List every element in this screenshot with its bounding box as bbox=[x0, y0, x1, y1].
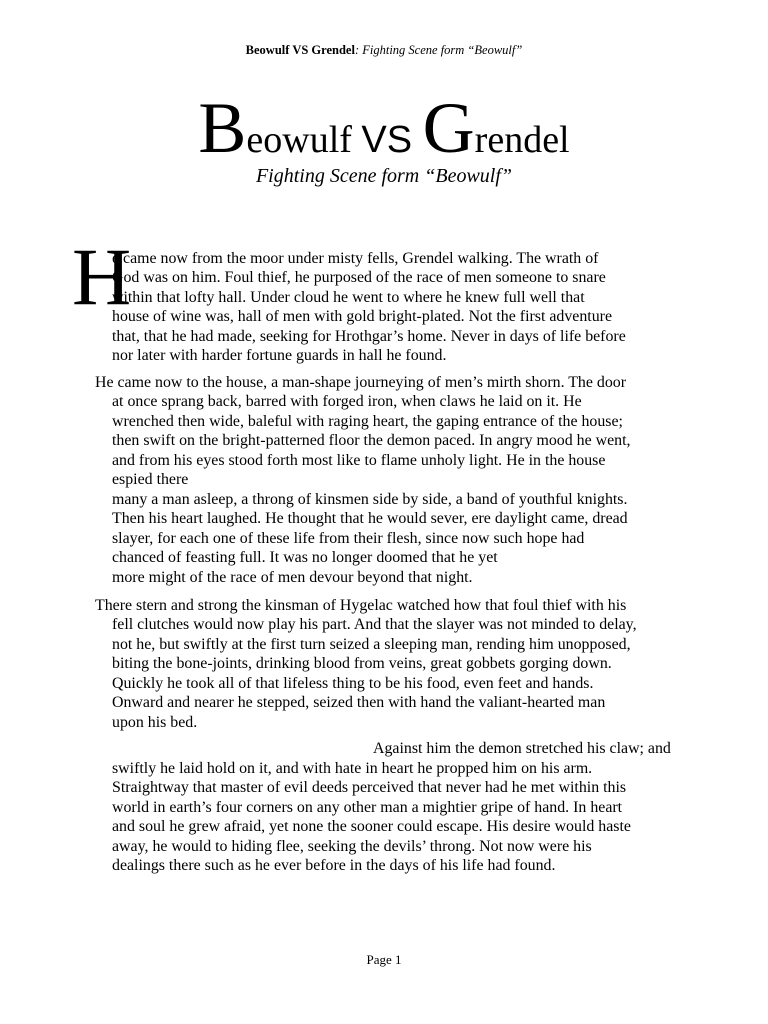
paragraph-4-line: Against him the demon stretched his claw; and bbox=[373, 740, 671, 757]
title-initial-g: G bbox=[422, 88, 475, 168]
page-subtitle: Fighting Scene form “Beowulf” bbox=[255, 165, 513, 187]
title-part-2: rendel bbox=[474, 119, 570, 161]
paragraph-1-line: within that lofty hall. Under cloud he went to where he knew full well that bbox=[112, 289, 585, 306]
paragraph-2-line: slayer, for each one of these life from their flesh, since now such hope had bbox=[112, 530, 585, 547]
paragraph-1-line: that, that he had made, seeking for Hrothgar’s home. Never in days of life before bbox=[112, 328, 626, 345]
paragraph-1-line: e came now from the moor under misty fells, Grendel walking. The wrath of bbox=[112, 250, 599, 267]
paragraph-2-line: then swift on the bright-patterned floor the demon paced. In angry mood he went, bbox=[112, 432, 631, 449]
paragraph-1-line: God was on him. Foul thief, he purposed of the race of men someone to snare bbox=[112, 269, 606, 286]
paragraph-2-line: more might of the race of men devour beyond that night. bbox=[112, 569, 473, 586]
paragraph-3-line: upon his bed. bbox=[112, 714, 198, 731]
running-header bbox=[0, 42, 768, 58]
title-initial-b: B bbox=[198, 88, 247, 168]
paragraph-3-line: not he, but swiftly at the first turn seized a sleeping man, rending him unopposed, bbox=[112, 636, 631, 653]
paragraph-2-line: many a man asleep, a throng of kinsmen side by side, a band of youthful knights. bbox=[112, 491, 628, 508]
title-part-1: eowulf bbox=[246, 119, 362, 161]
page-number: Page 1 bbox=[366, 952, 402, 967]
paragraph-4-line: Straightway that master of evil deeds perceived that never had he met within this bbox=[112, 779, 627, 796]
paragraph-2-line: wrenched then wide, baleful with raging heart, the gaping entrance of the house; bbox=[112, 413, 623, 430]
paragraph-2-line: chanced of feasting full. It was no longer doomed that he yet bbox=[112, 549, 498, 566]
paragraph-4-line: world in earth’s four corners on any other man a mightier gripe of hand. In heart bbox=[112, 799, 623, 816]
title-vs: VS bbox=[361, 119, 423, 161]
paragraph-1-line: nor later with harder fortune guards in hall he found. bbox=[112, 347, 447, 364]
paragraph-4-line: dealings there such as he ever before in the days of his life had found. bbox=[112, 857, 556, 874]
paragraph-2-line: He came now to the house, a man-shape journeying of men’s mirth shorn. The door bbox=[95, 374, 627, 391]
paragraph-2-line: Then his heart laughed. He thought that he would sever, ere daylight came, dread bbox=[112, 510, 628, 527]
paragraph-3-line: biting the bone-joints, drinking blood from veins, great gobbets gorging down. bbox=[112, 655, 612, 672]
paragraph-4-line: and soul he grew afraid, yet none the sooner could escape. His desire would haste bbox=[112, 818, 631, 835]
paragraph-2-line: and from his eyes stood forth most like to flame unholy light. He in the house bbox=[112, 452, 606, 469]
paragraph-4-line: away, he would to hiding flee, seeking the devils’ throng. Not now were his bbox=[112, 838, 592, 855]
running-header-subtitle: : Fighting Scene form “Beowulf” bbox=[354, 43, 523, 57]
paragraph-3-line: There stern and strong the kinsman of Hygelac watched how that foul thief with his bbox=[95, 597, 627, 614]
paragraph-3-line: Onward and nearer he stepped, seized then with hand the valiant-hearted man bbox=[112, 694, 606, 711]
paragraph-3-line: fell clutches would now play his part. And that the slayer was not minded to delay, bbox=[112, 616, 637, 633]
paragraph-2-line: at once sprang back, barred with forged iron, when claws he laid on it. He bbox=[112, 393, 582, 410]
paragraph-1-line: house of wine was, hall of men with gold bright-plated. Not the first adventure bbox=[112, 308, 612, 325]
running-header-title: Beowulf VS Grendel bbox=[245, 43, 355, 57]
paragraph-2-line: espied there bbox=[112, 471, 189, 488]
drop-cap: H bbox=[72, 231, 132, 322]
paragraph-4-line: swiftly he laid hold on it, and with hate in heart he propped him on his arm. bbox=[112, 760, 593, 777]
paragraph-3-line: Quickly he took all of that lifeless thing to be his food, even feet and hands. bbox=[112, 675, 594, 692]
